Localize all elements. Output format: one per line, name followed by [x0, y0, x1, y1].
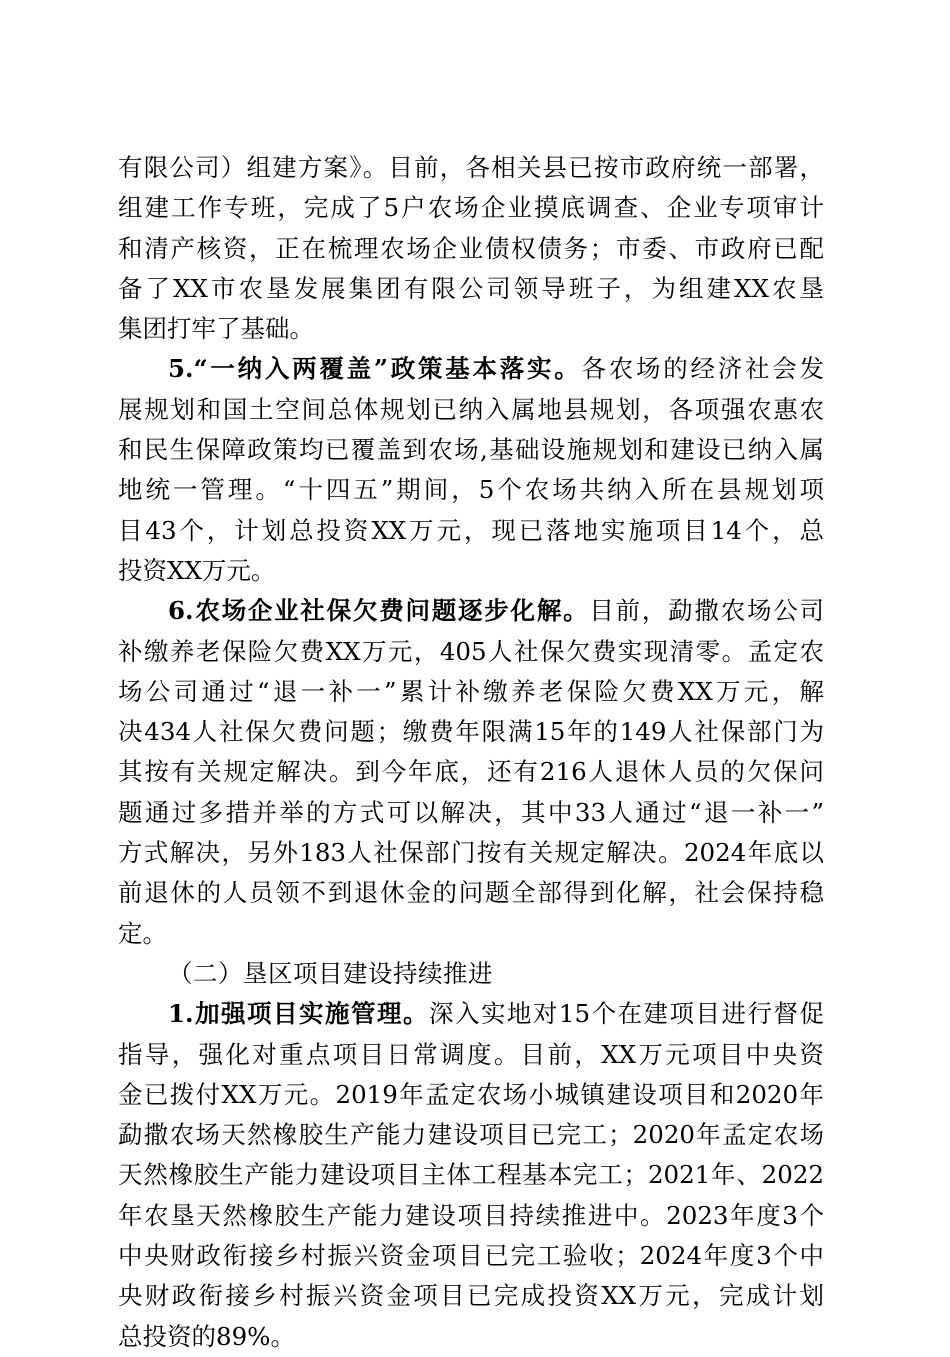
text-line: 年农垦天然橡胶生产能力建设项目持续推进中。2023年度3个: [118, 1200, 824, 1230]
paragraph-first-line: [118, 994, 824, 1034]
text-line: 前退休的人员领不到退休金的问题全部得到化解，社会保持稳: [118, 878, 824, 908]
text-line: 场公司通过“退一补一”累计补缴养老保险欠费XX万元，解: [118, 676, 824, 706]
paragraph-first-line: [118, 349, 824, 389]
text-run: 深入实地对15个在建项目进行督促: [428, 999, 824, 1029]
text-line: 展规划和国土空间总体规划已纳入属地县规划，各项强农惠农: [118, 394, 824, 424]
paragraph-policy-coverage: [118, 349, 824, 591]
text-line: 方式解决，另外183人社保部门按有关规定解决。2024年底以: [118, 838, 824, 868]
text-run: 各农场的经济社会发: [581, 354, 824, 384]
document-body: [118, 148, 824, 1357]
text-line: 题通过多措并举的方式可以解决，其中33人通过“退一补一”: [118, 797, 824, 827]
text-line: 有限公司）组建方案》。目前，各相关县已按市政府统一部署，: [118, 153, 824, 182]
text-line: 补缴养老保险欠费XX万元，405人社保欠费实现清零。孟定农: [118, 636, 824, 666]
text-line: 中央财政衔接乡村振兴资金项目已完工验收；2024年度3个中: [118, 1241, 824, 1271]
paragraph-farm-group-plan: [118, 148, 824, 349]
text-line: 地统一管理。“十四五”期间，5个农场共纳入所在县规划项: [118, 475, 824, 505]
text-line: 勐撒农场天然橡胶生产能力建设项目已完工；2020年孟定农场: [118, 1120, 824, 1150]
paragraph-heading: 5.“一纳入两覆盖”政策基本落实。: [168, 354, 582, 384]
text-line: 集团打牢了基础。: [118, 314, 314, 344]
paragraph-social-security: [118, 591, 824, 954]
text-line: 组建工作专班，完成了5户农场企业摸底调查、企业专项审计: [118, 193, 824, 223]
text-line: 总投资的89%。: [118, 1321, 295, 1351]
text-line: 备了XX市农垦发展集团有限公司领导班子，为组建XX农垦: [118, 273, 824, 303]
text-line: 指导，强化对重点项目日常调度。目前，XX万元项目中央资: [118, 1039, 824, 1069]
text-line: 目43个，计划总投资XX万元，现已落地实施项目14个，总: [118, 515, 824, 545]
paragraph-first-line: [118, 591, 824, 631]
section-subheading: [118, 954, 824, 994]
paragraph-heading: 1.加强项目实施管理。: [168, 999, 429, 1029]
text-line: 其按有关规定解决。到今年底，还有216人退休人员的欠保问: [118, 757, 824, 787]
text-line: 央财政衔接乡村振兴资金项目已完成投资XX万元，完成计划: [118, 1281, 824, 1311]
text-line: 金已拨付XX万元。2019年孟定农场小城镇建设项目和2020年: [118, 1079, 824, 1109]
text-line: 天然橡胶生产能力建设项目主体工程基本完工；2021年、2022: [118, 1160, 824, 1190]
subheading-text: （二）垦区项目建设持续推进: [168, 958, 493, 988]
text-line: 投资XX万元。: [118, 555, 276, 585]
text-line: 决434人社保欠费问题；缴费年限满15年的149人社保部门为: [118, 717, 824, 747]
paragraph-project-management: [118, 994, 824, 1357]
text-line: 和清产核资，正在梳理农场企业债权债务；市委、市政府已配: [118, 233, 824, 263]
paragraph-heading: 6.农场企业社保欠费问题逐步化解。: [168, 596, 590, 626]
text-line: 和民生保障政策均已覆盖到农场,基础设施规划和建设已纳入属: [118, 435, 824, 465]
text-line: 定。: [118, 918, 167, 948]
text-run: 目前，勐撒农场公司: [589, 596, 824, 626]
